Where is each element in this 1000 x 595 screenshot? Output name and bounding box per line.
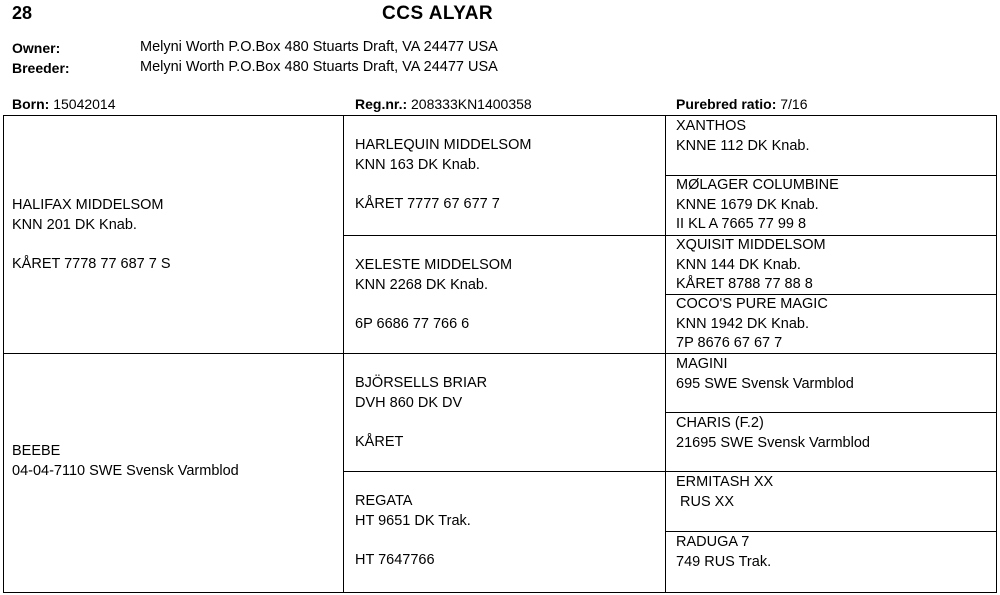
ggp-name: COCO'S PURE MAGIC — [676, 296, 828, 312]
catalog-number: 28 — [12, 3, 33, 23]
column-divider-2 — [665, 115, 666, 593]
dam-reg: 04-04-7110 SWE Svensk Varmblod — [12, 462, 239, 479]
dam-sire-cell — [355, 374, 487, 452]
ggp-cell-1 — [676, 117, 810, 156]
dam-sire-note: KÅRET — [355, 433, 404, 450]
breeder-value: Melyni Worth P.O.Box 480 Stuarts Draft, VA 24477 USA — [140, 59, 498, 75]
ggp-reg: 21695 SWE Svensk Varmblod — [676, 434, 870, 451]
table-bottom-border — [3, 592, 997, 593]
sire-name: HALIFAX MIDDELSOM — [12, 197, 164, 213]
sire-dam-note: 6P 6686 77 766 6 — [355, 315, 470, 332]
dam-name: BEEBE — [12, 443, 61, 459]
ggp-cell-8 — [676, 533, 771, 572]
ggp-name: MØLAGER COLUMBINE — [676, 177, 839, 193]
ggp-reg: KNNE 112 DK Knab. — [676, 137, 810, 154]
ggp-reg: KNNE 1679 DK Knab. — [676, 196, 819, 213]
reg-row — [355, 96, 532, 112]
sire-reg: KNN 201 DK Knab. — [12, 216, 137, 233]
ggp-cell-6 — [676, 414, 870, 453]
row-divider-generation-2a — [343, 235, 997, 236]
ggp-cell-4 — [676, 295, 828, 354]
purebred-row — [676, 96, 808, 112]
dam-sire-name: BJÖRSELLS BRIAR — [355, 375, 488, 391]
reg-value: 208333KN1400358 — [411, 96, 532, 112]
ggp-name: MAGINI — [676, 356, 728, 372]
dam-dam-cell — [355, 492, 471, 570]
ggp-reg: KNN 1942 DK Knab. — [676, 315, 809, 332]
ggp-name: RADUGA 7 — [676, 534, 750, 550]
sire-dam-reg: KNN 2268 DK Knab. — [355, 276, 488, 293]
row-divider-generation-1 — [3, 353, 997, 354]
sire-sire-reg: KNN 163 DK Knab. — [355, 156, 480, 173]
ggp-cell-3 — [676, 236, 826, 295]
ggp-name: XQUISIT MIDDELSOM — [676, 237, 826, 253]
dam-dam-note: HT 7647766 — [355, 551, 435, 568]
row-divider-generation-3d — [665, 531, 997, 532]
purebred-label: Purebred ratio: — [676, 96, 777, 112]
born-row — [12, 96, 116, 112]
ggp-reg: RUS XX — [676, 493, 735, 510]
sire-note: KÅRET 7778 77 687 7 S — [12, 255, 171, 272]
ggp-reg: KNN 144 DK Knab. — [676, 256, 801, 273]
ggp-reg: 695 SWE Svensk Varmblod — [676, 375, 854, 392]
table-right-border — [996, 115, 997, 593]
dam-cell — [12, 442, 239, 481]
horse-title: CCS ALYAR — [382, 3, 494, 24]
table-left-border — [3, 115, 4, 593]
sire-sire-note: KÅRET 7777 67 677 7 — [355, 195, 500, 212]
owner-value: Melyni Worth P.O.Box 480 Stuarts Draft, VA 24477 USA — [140, 39, 498, 55]
ggp-name: CHARIS (F.2) — [676, 415, 764, 431]
breeder-label: Breeder: — [12, 60, 70, 76]
column-divider-1 — [343, 115, 344, 593]
sire-dam-cell — [355, 256, 512, 334]
ggp-cell-2 — [676, 176, 839, 235]
ggp-note: II KL A 7665 77 99 8 — [676, 216, 807, 232]
sire-sire-cell — [355, 136, 531, 214]
sire-dam-name: XELESTE MIDDELSOM — [355, 257, 513, 273]
ggp-reg: 749 RUS Trak. — [676, 553, 772, 570]
sire-sire-name: HARLEQUIN MIDDELSOM — [355, 137, 532, 153]
ggp-cell-7 — [676, 473, 773, 512]
born-label: Born: — [12, 96, 50, 112]
row-divider-generation-2b — [343, 471, 997, 472]
ggp-note: KÅRET 8788 77 88 8 — [676, 276, 813, 292]
table-top-border — [3, 115, 997, 116]
owner-label: Owner: — [12, 40, 61, 56]
dam-dam-name: REGATA — [355, 493, 413, 509]
reg-label: Reg.nr.: — [355, 96, 408, 112]
ggp-cell-5 — [676, 355, 854, 394]
ggp-name: ERMITASH XX — [676, 474, 774, 490]
ggp-note: 7P 8676 67 67 7 — [676, 335, 783, 351]
sire-cell — [12, 196, 171, 274]
row-divider-generation-3c — [665, 412, 997, 413]
dam-dam-reg: HT 9651 DK Trak. — [355, 512, 471, 529]
purebred-value: 7/16 — [780, 96, 808, 112]
ggp-name: XANTHOS — [676, 118, 747, 134]
born-value: 15042014 — [53, 96, 116, 112]
dam-sire-reg: DVH 860 DK DV — [355, 394, 463, 411]
